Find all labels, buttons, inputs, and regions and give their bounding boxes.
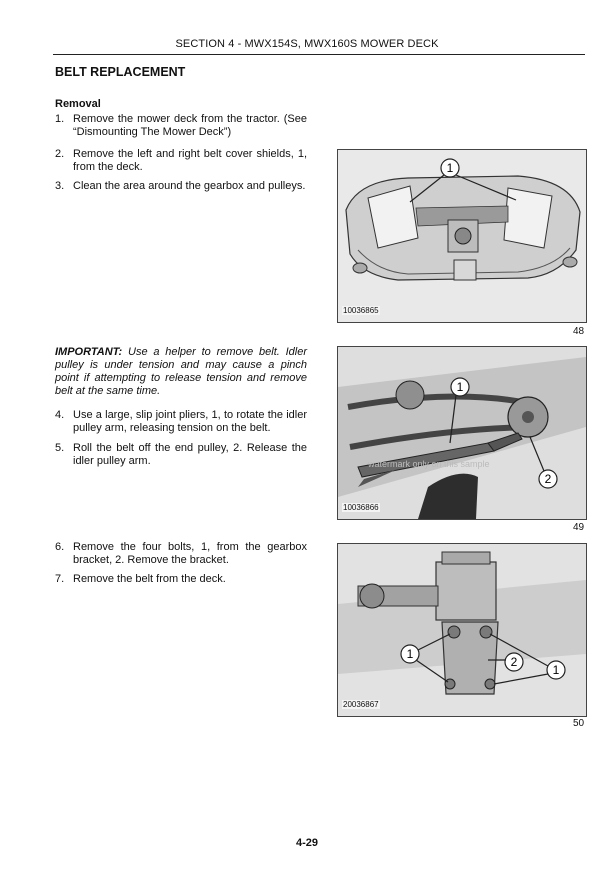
step-number: 1. (55, 113, 65, 125)
step-text: Roll the belt off the end pulley, 2. Release the idler pulley arm. (73, 442, 307, 467)
figure-code: 10036866 (343, 503, 379, 512)
watermark-text: watermark only on this sample (368, 459, 490, 469)
callout-1: 1 (446, 161, 454, 175)
step-text: Remove the left and right belt cover shields, 1, from the deck. (73, 148, 307, 173)
step-number: 3. (55, 180, 65, 192)
mower-deck-illustration (338, 150, 586, 322)
section-header: SECTION 4 - MWX154S, MWX160S MOWER DECK (175, 38, 439, 50)
callout-2: 2 (544, 472, 552, 486)
step-3 (55, 180, 307, 193)
subheading: Removal (55, 98, 101, 110)
idler-pulley-illustration (338, 347, 586, 519)
step-number: 6. (55, 541, 65, 553)
step-text: Remove the four bolts, 1, from the gearbox bracket, 2. Remove the bracket. (73, 541, 307, 566)
step-text: Clean the area around the gearbox and pulleys. (73, 180, 306, 192)
step-text: Remove the mower deck from the tractor. (See “Dismounting The Mower Deck”) (73, 113, 307, 138)
step-number: 4. (55, 409, 65, 421)
figure-code: 10036865 (343, 306, 379, 315)
figure-49-idler-pulley (337, 346, 587, 520)
step-text: Use a large, slip joint pliers, 1, to rotate the idler pulley arm, releasing tension on the belt. (73, 409, 307, 434)
step-5 (55, 442, 307, 468)
step-number: 2. (55, 148, 65, 160)
step-number: 7. (55, 573, 65, 585)
important-note (55, 346, 307, 398)
page-title: BELT REPLACEMENT (55, 65, 186, 79)
important-text: Use a helper to remove belt. Idler pulley is under tension and may cause a pinch point if attempting to release tension and remove belt at the same time. (55, 346, 308, 397)
figure-number: 50 (573, 718, 585, 729)
figure-number: 49 (573, 522, 585, 533)
header-rule (53, 54, 585, 55)
step-7 (55, 573, 307, 586)
figure-number: 48 (573, 326, 585, 337)
figure-48-mower-deck (337, 149, 587, 323)
callout-1-left: 1 (406, 647, 414, 661)
step-4 (55, 409, 307, 435)
step-text: Remove the belt from the deck. (73, 573, 226, 585)
step-6 (55, 541, 307, 567)
callout-1-right: 1 (552, 663, 560, 677)
callout-2: 2 (510, 655, 518, 669)
step-1 (55, 113, 307, 139)
page-number: 4-29 (295, 837, 319, 849)
step-2 (55, 148, 307, 174)
figure-code: 20036867 (343, 700, 379, 709)
gearbox-bracket-illustration (338, 544, 586, 716)
callout-1: 1 (456, 380, 464, 394)
figure-50-gearbox-bracket (337, 543, 587, 717)
step-number: 5. (55, 442, 65, 454)
important-label: IMPORTANT: (55, 346, 123, 358)
